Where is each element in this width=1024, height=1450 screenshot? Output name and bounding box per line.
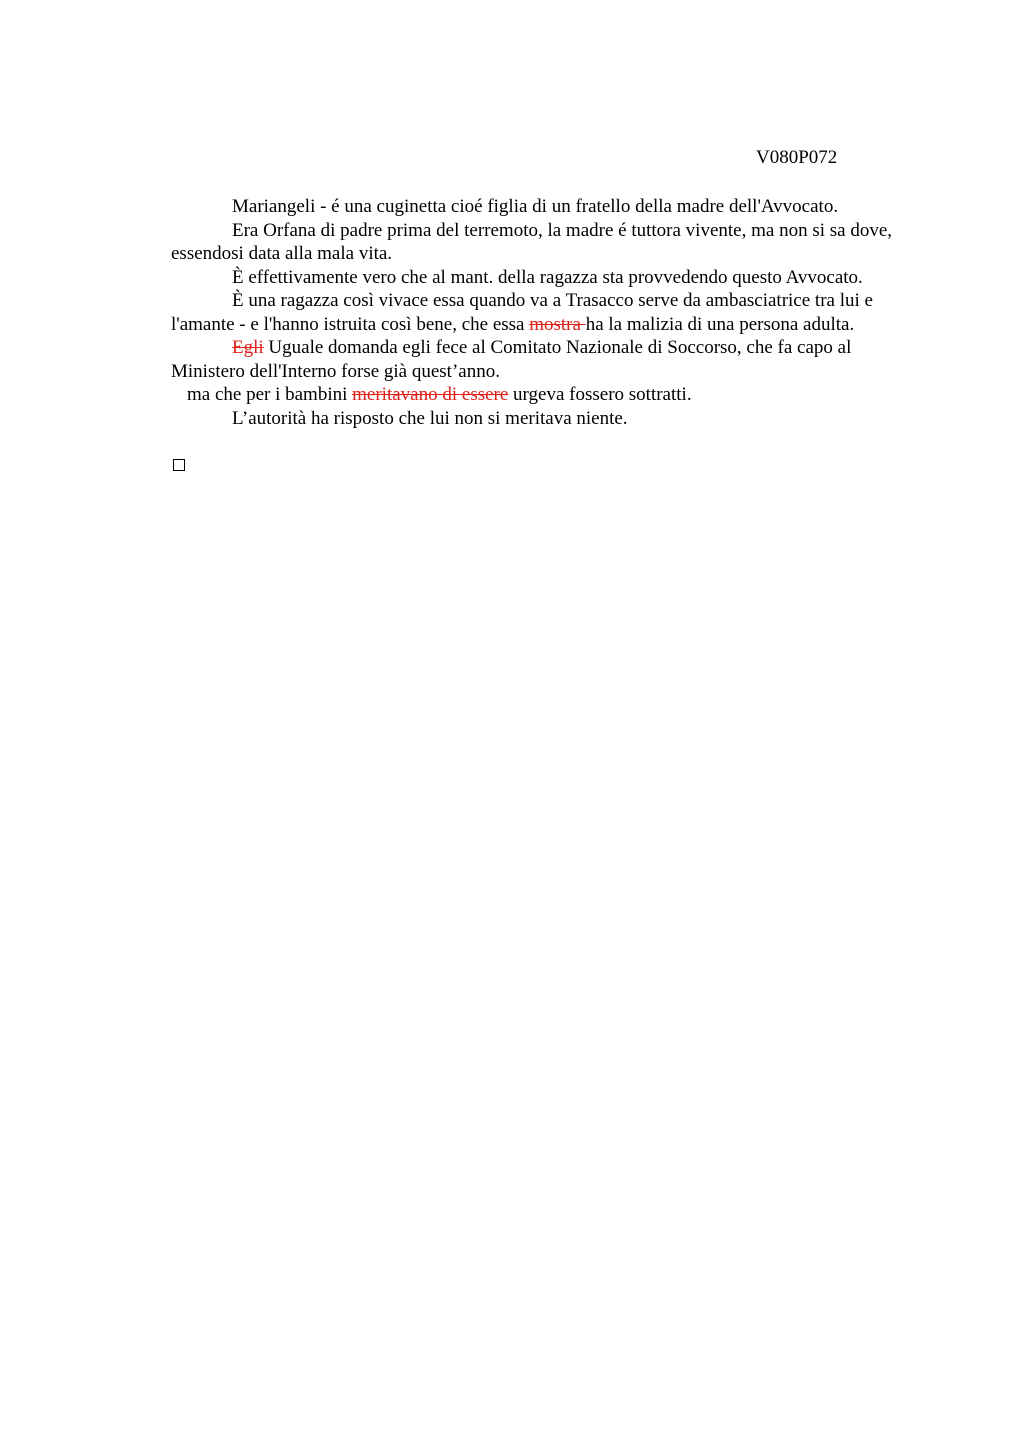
paragraph-6-text-after: urgeva fossero sottratti.: [508, 384, 692, 405]
paragraph-7: L’autorità ha risposto che lui non si meritava niente.: [232, 407, 628, 429]
empty-checkbox-icon: [173, 459, 185, 471]
document-body: [171, 195, 923, 430]
deleted-text-mostra: mostra: [529, 313, 586, 335]
paragraph-1: Mariangeli - é una cuginetta cioé figlia di un fratello della madre dell'Avvocato.: [232, 196, 839, 217]
paragraph-6: [171, 383, 923, 407]
document-id: V080P072: [756, 147, 838, 168]
paragraph-4-text-before: È una ragazza così vivace essa quando va a Trasacco serve da ambasciatrice tra lui e l'amante - e l'hanno istruita così bene, che essa: [171, 290, 873, 335]
deleted-text-meritavano: meritavano di essere: [352, 384, 509, 405]
paragraph-4: [171, 289, 923, 336]
deleted-text-egli: Egli: [232, 337, 264, 358]
paragraph-5: [171, 336, 923, 383]
paragraph-2: Era Orfana di padre prima del terremoto, la madre é tuttora vivente, ma non si sa dove, essendosi data alla mala vita.: [171, 219, 892, 264]
paragraph-3: È effettivamente vero che al mant. della ragazza sta provvedendo questo Avvocato.: [232, 266, 863, 288]
paragraph-6-text-before: ma che per i bambini: [187, 384, 353, 405]
paragraph-5-text-after: Uguale domanda egli fece al Comitato Nazionale di Soccorso, che fa capo al Ministero dell'Interno forse già quest’anno.: [171, 337, 852, 382]
paragraph-4-text-after: ha la malizia di una persona adulta.: [585, 313, 855, 335]
